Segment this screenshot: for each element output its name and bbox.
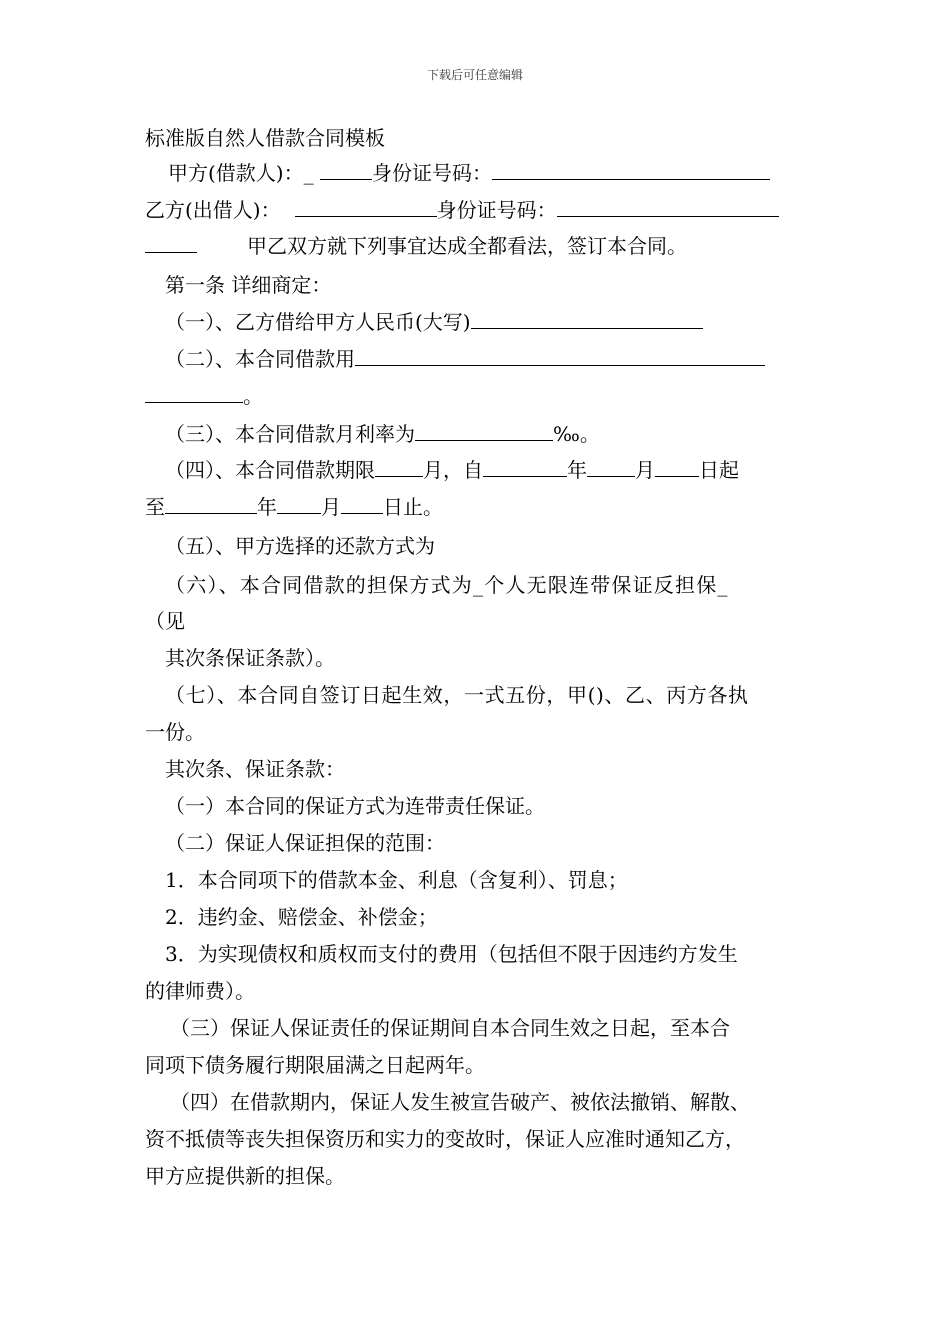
- clause-2-4: （四）在借款期内，保证人发生被宣告破产、被依法撤销、解散、: [170, 1090, 750, 1114]
- agreement-text: 甲乙双方就下列事宜达成全都看法，签订本合同。: [247, 234, 687, 258]
- id-label: 身份证号码：: [436, 198, 557, 222]
- to-label: 至: [145, 495, 165, 519]
- start-month-blank: [587, 458, 635, 477]
- clause-1-2: [165, 346, 765, 372]
- article-1-heading: 第一条 详细商定：: [165, 273, 332, 297]
- permille: ‰。: [553, 422, 600, 446]
- clause-1-4-cont: [145, 494, 443, 520]
- borrower-line: [168, 160, 770, 186]
- clause-2-2-item-3-cont: 的律师费）。: [145, 979, 255, 1003]
- clause-1-1: [165, 309, 703, 335]
- end-month-blank: [277, 495, 321, 514]
- end-day-blank: [341, 495, 383, 514]
- clause-text: （三）、本合同借款月利率为: [165, 422, 415, 446]
- clause-1-6-end: 其次条保证条款）。: [165, 646, 335, 670]
- clause-1-6-cont: （见: [145, 609, 185, 633]
- lender-name-blank: [295, 198, 437, 217]
- clause-text: （二）、本合同借款用: [165, 347, 355, 371]
- lender-line: [145, 197, 779, 223]
- clause-2-3: （三）保证人保证责任的保证期间自本合同生效之日起，至本合: [170, 1016, 730, 1040]
- year-label: 年: [257, 495, 277, 519]
- year-label: 年: [567, 458, 587, 482]
- clause-2-3-cont: 同项下债务履行期限届满之日起两年。: [145, 1053, 485, 1077]
- clause-2-4-cont-1: 资不抵债等丧失担保资历和实力的变故时，保证人应准时通知乙方，: [145, 1127, 745, 1151]
- clause-1-5: （五）、甲方选择的还款方式为: [165, 534, 435, 558]
- lender-id-blank-cont: [145, 234, 197, 253]
- clause-1-7-cont: 一份。: [145, 720, 205, 744]
- day-from-label: 日起: [699, 458, 739, 482]
- clause-text: 。: [243, 384, 263, 408]
- clause-text: （四）、本合同借款期限: [165, 458, 375, 482]
- page-header: 下载后可任意编辑: [426, 68, 523, 82]
- clause-1-3: [165, 421, 600, 447]
- borrower-id-blank: [492, 161, 770, 180]
- start-day-blank: [655, 458, 699, 477]
- clause-1-6: （六）、本合同借款的担保方式为_个人无限连带保证反担保_: [165, 573, 729, 597]
- clause-1-2-cont: [145, 383, 263, 409]
- end-year-blank: [165, 495, 257, 514]
- term-months-blank: [375, 458, 423, 477]
- borrower-name-blank: [320, 161, 372, 180]
- id-label: 身份证号码：: [371, 161, 492, 185]
- amount-blank: [471, 310, 703, 329]
- lender-id-blank: [557, 198, 779, 217]
- months-from: 月，自: [423, 458, 483, 482]
- clause-2-2-item-1: 1．本合同项下的借款本金、利息（含复利）、罚息；: [165, 868, 628, 892]
- clause-1-7: （七）、本合同自签订日起生效，一式五份，甲()、乙、丙方各执: [165, 683, 749, 707]
- month-label: 月: [321, 495, 341, 519]
- clause-2-2: （二）保证人保证担保的范围：: [165, 831, 445, 855]
- month-label: 月: [635, 458, 655, 482]
- document-title: 标准版自然人借款合同模板: [145, 126, 385, 150]
- rate-blank: [415, 422, 553, 441]
- purpose-blank: [355, 347, 765, 366]
- clause-text: （一）、乙方借给甲方人民币(大写): [165, 310, 471, 334]
- borrower-label: 甲方(借款人)：_: [168, 161, 320, 185]
- clause-2-2-item-2: 2．违约金、赔偿金、补偿金；: [165, 905, 438, 929]
- clause-2-4-cont-2: 甲方应提供新的担保。: [145, 1164, 345, 1188]
- clause-1-4: [165, 457, 739, 483]
- article-2-heading: 其次条、保证条款：: [165, 757, 345, 781]
- purpose-blank-cont: [145, 384, 243, 403]
- clause-2-2-item-3: 3．为实现债权和质权而支付的费用（包括但不限于因违约方发生: [165, 942, 738, 966]
- start-year-blank: [483, 458, 567, 477]
- agreement-line: [145, 233, 687, 259]
- lender-label: 乙方(出借人)：: [145, 198, 281, 222]
- clause-2-1: （一）本合同的保证方式为连带责任保证。: [165, 794, 545, 818]
- day-end-label: 日止。: [383, 495, 443, 519]
